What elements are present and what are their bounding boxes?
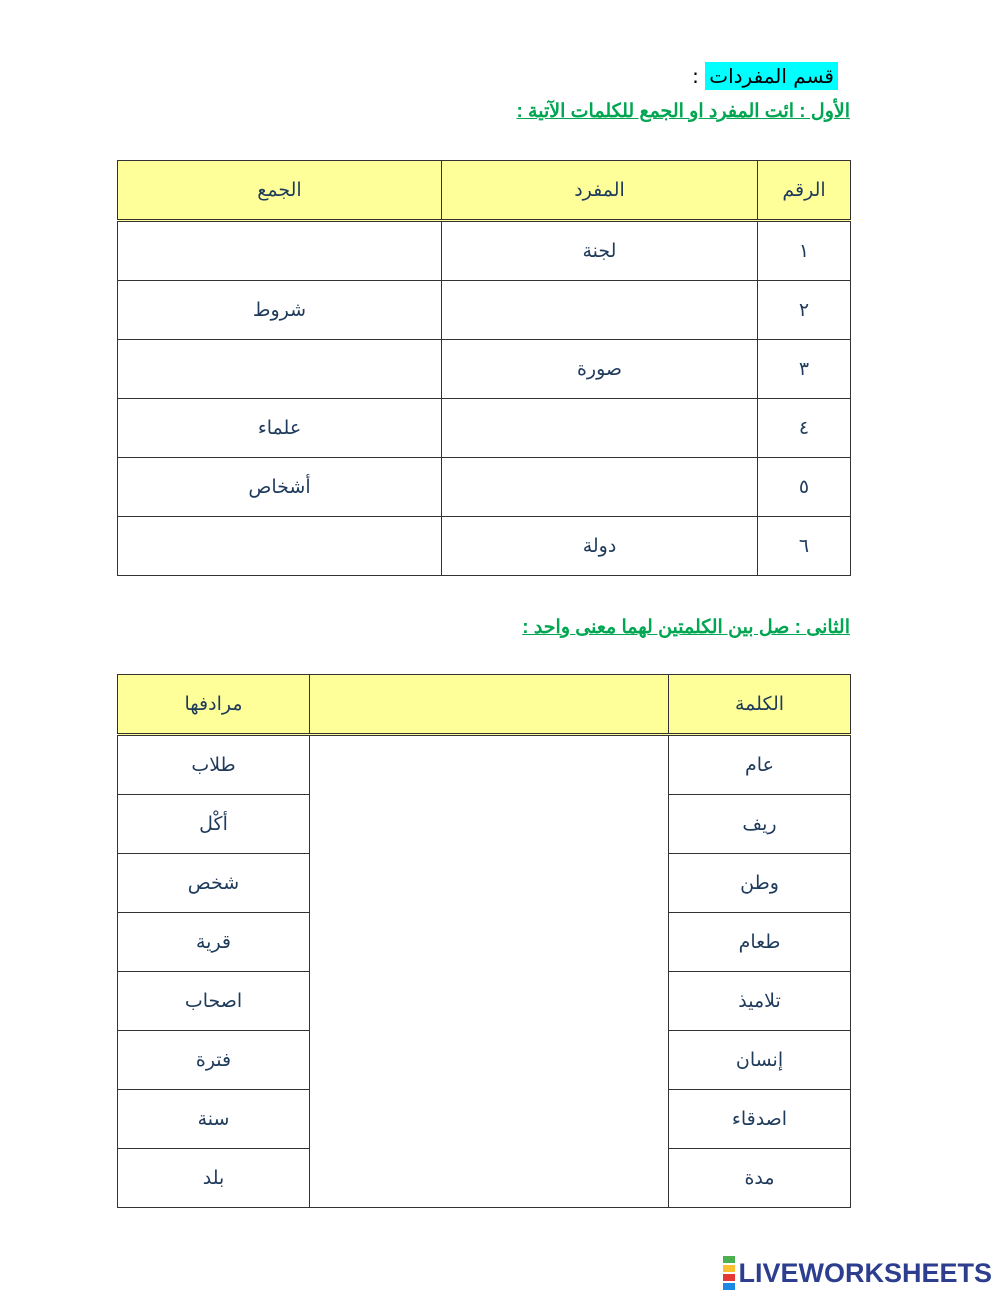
header-singular: المفرد <box>442 161 758 221</box>
synonym-cell[interactable]: سنة <box>118 1090 310 1149</box>
row-number: ٥ <box>758 458 851 517</box>
header-plural: الجمع <box>118 161 442 221</box>
row-number: ١ <box>758 221 851 281</box>
singular-cell[interactable] <box>442 281 758 340</box>
header-number: الرقم <box>758 161 851 221</box>
word-cell[interactable]: عام <box>669 735 851 795</box>
logo-mark-bar <box>723 1283 735 1290</box>
matching-area[interactable] <box>310 735 669 1208</box>
singular-cell[interactable]: صورة <box>442 340 758 399</box>
synonym-cell[interactable]: قرية <box>118 913 310 972</box>
row-number: ٣ <box>758 340 851 399</box>
plural-cell[interactable]: أشخاص <box>118 458 442 517</box>
logo-mark-bar <box>723 1265 735 1272</box>
matching-table <box>117 674 851 1208</box>
table-header-row <box>118 161 851 221</box>
word-cell[interactable]: مدة <box>669 1149 851 1208</box>
table-row <box>118 221 851 281</box>
liveworksheets-logo <box>723 1255 992 1291</box>
singular-cell[interactable] <box>442 458 758 517</box>
plural-cell[interactable]: علماء <box>118 399 442 458</box>
singular-plural-table <box>117 160 851 576</box>
singular-cell[interactable]: لجنة <box>442 221 758 281</box>
section-heading <box>692 64 838 88</box>
word-cell[interactable]: إنسان <box>669 1031 851 1090</box>
synonym-cell[interactable]: اصحاب <box>118 972 310 1031</box>
row-number: ٤ <box>758 399 851 458</box>
logo-mark-bar <box>723 1274 735 1281</box>
header-middle <box>310 675 669 735</box>
word-cell[interactable]: تلاميذ <box>669 972 851 1031</box>
word-cell[interactable]: ريف <box>669 795 851 854</box>
logo-mark-icon <box>723 1255 735 1291</box>
plural-cell[interactable] <box>118 517 442 576</box>
section-heading-highlight: قسم المفردات <box>705 62 838 90</box>
header-synonym: مرادفها <box>118 675 310 735</box>
table-row <box>118 458 851 517</box>
plural-cell[interactable] <box>118 340 442 399</box>
table-row <box>118 281 851 340</box>
question2-title: الثانى : صل بين الكلمتين لهما معنى واحد : <box>522 617 850 638</box>
word-cell[interactable]: اصدقاء <box>669 1090 851 1149</box>
row-number: ٢ <box>758 281 851 340</box>
plural-cell[interactable]: شروط <box>118 281 442 340</box>
plural-cell[interactable] <box>118 221 442 281</box>
table-row <box>118 517 851 576</box>
table-row <box>118 340 851 399</box>
word-cell[interactable]: وطن <box>669 854 851 913</box>
synonym-cell[interactable]: أكْل <box>118 795 310 854</box>
singular-cell[interactable]: دولة <box>442 517 758 576</box>
word-cell[interactable]: طعام <box>669 913 851 972</box>
synonym-cell[interactable]: فترة <box>118 1031 310 1090</box>
synonym-cell[interactable]: شخص <box>118 854 310 913</box>
logo-text: LIVEWORKSHEETS <box>738 1257 992 1288</box>
section-heading-suffix: : <box>692 64 706 88</box>
synonym-cell[interactable]: طلاب <box>118 735 310 795</box>
logo-mark-bar <box>723 1256 735 1263</box>
question1-title: الأول : ائت المفرد او الجمع للكلمات الآتية : <box>516 101 850 122</box>
table-row <box>118 399 851 458</box>
table-header-row <box>118 675 851 735</box>
table-row <box>118 735 851 795</box>
singular-cell[interactable] <box>442 399 758 458</box>
header-word: الكلمة <box>669 675 851 735</box>
row-number: ٦ <box>758 517 851 576</box>
synonym-cell[interactable]: بلد <box>118 1149 310 1208</box>
